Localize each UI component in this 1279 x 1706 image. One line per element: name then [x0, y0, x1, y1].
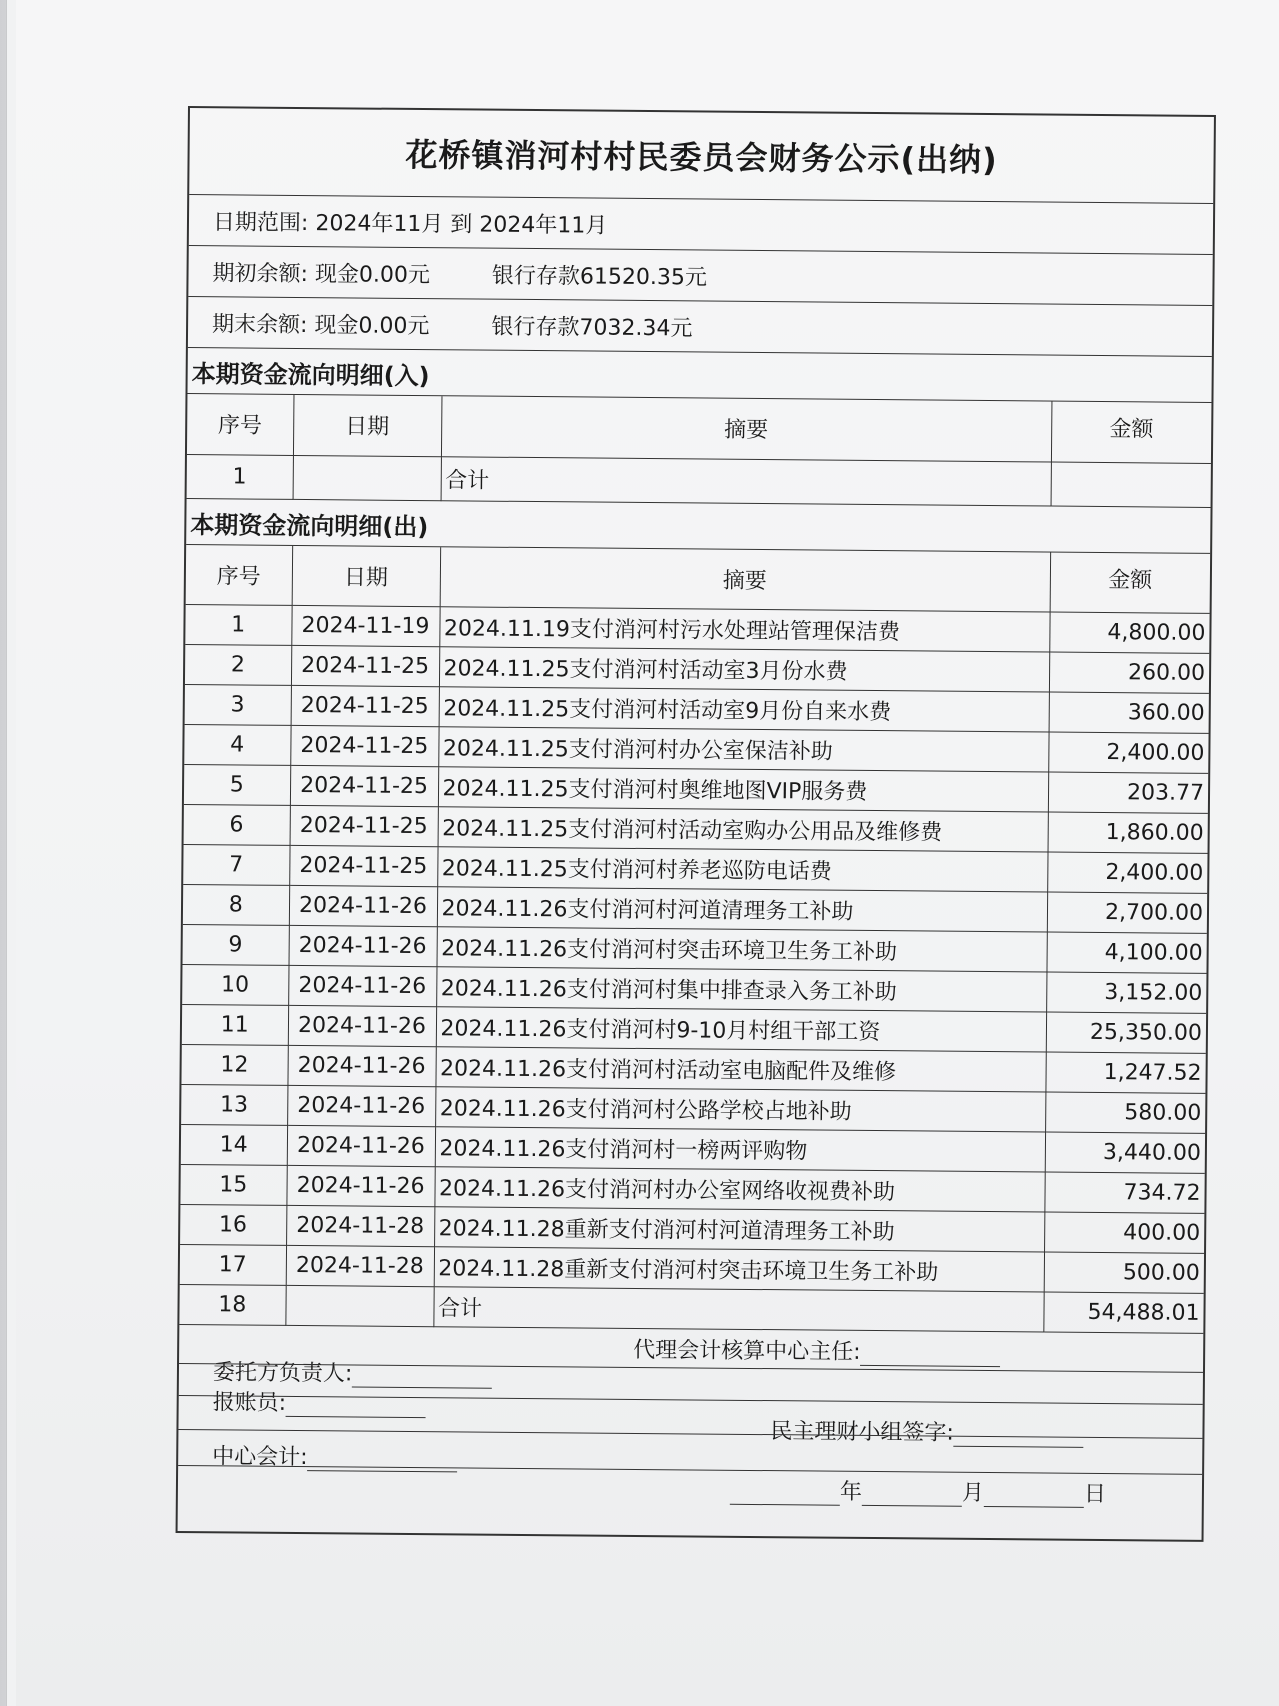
opening-cash: 期初余额: 现金0.00元	[212, 260, 431, 288]
row-date: 2024-11-25	[291, 685, 439, 726]
row-index: 2	[185, 644, 291, 685]
row-index: 6	[184, 804, 290, 845]
row-summary: 2024.11.26支付消河村办公室网络收视费补助	[434, 1167, 1044, 1212]
client-head-label: 委托方负责人:	[212, 1360, 353, 1387]
month-line	[862, 1505, 962, 1507]
expense-header-row	[186, 545, 1210, 614]
row-date: 2024-11-26	[286, 1165, 434, 1206]
row-index: 7	[183, 844, 289, 885]
row-index: 18	[179, 1284, 285, 1325]
row-index: 14	[181, 1124, 287, 1165]
row-amount: 3,440.00	[1045, 1132, 1205, 1173]
row-date: 2024-11-26	[287, 1125, 435, 1166]
row-date: 2024-11-19	[291, 605, 439, 646]
row-amount: 500.00	[1044, 1252, 1204, 1293]
row-index: 8	[183, 884, 289, 925]
opening-bank: 银行存款61520.35元	[491, 263, 708, 291]
row-summary: 2024.11.26支付消河村一榜两评购物	[435, 1127, 1045, 1172]
expense-col-date: 日期	[292, 545, 441, 606]
closing-cash: 期末余额: 现金0.00元	[211, 311, 430, 339]
row-date: 2024-11-25	[290, 725, 438, 766]
year-label: 年	[839, 1479, 863, 1505]
income-header-row	[187, 394, 1211, 463]
row-date: 2024-11-26	[288, 965, 436, 1006]
row-summary: 2024.11.25支付消河村活动室购办公用品及维修费	[438, 807, 1048, 852]
row-amount: 580.00	[1045, 1092, 1205, 1133]
row-amount: 400.00	[1044, 1212, 1204, 1253]
document-title: 花桥镇消河村村民委员会财务公示(出纳)	[189, 108, 1214, 204]
income-heading: 本期资金流向明细(入)	[187, 348, 1211, 403]
income-table	[187, 394, 1212, 507]
expense-col-amount: 金额	[1050, 552, 1211, 613]
row-date: 2024-11-25	[291, 645, 439, 686]
row-index: 13	[181, 1084, 287, 1125]
row-summary: 2024.11.26支付消河村河道清理务工补助	[437, 887, 1047, 932]
closing-bank: 银行存款7032.34元	[491, 314, 693, 341]
date-signature	[730, 1474, 1106, 1508]
row-index: 11	[182, 1004, 288, 1045]
row-summary: 2024.11.26支付消河村9-10月村组干部工资	[436, 1007, 1046, 1052]
row-index: 5	[184, 764, 290, 805]
row-amount: 260.00	[1049, 652, 1209, 693]
income-col-summary: 摘要	[441, 396, 1052, 461]
row-date: 2024-11-26	[288, 1005, 436, 1046]
row-index: 16	[180, 1204, 286, 1245]
income-col-amount: 金额	[1051, 402, 1212, 463]
row-summary: 2024.11.26支付消河村集中排查录入务工补助	[436, 967, 1046, 1012]
expense-heading: 本期资金流向明细(出)	[186, 499, 1210, 554]
row-date: 2024-11-28	[286, 1245, 434, 1286]
row-amount: 2,400.00	[1048, 732, 1208, 773]
finance-group-signature	[770, 1414, 1084, 1448]
signature-line	[860, 1365, 1000, 1367]
income-col-date: 日期	[293, 395, 442, 456]
date-range: 日期范围: 2024年11月 到 2024年11月	[212, 209, 608, 239]
row-amount: 25,350.00	[1046, 1012, 1206, 1053]
day-label: 日	[1083, 1481, 1107, 1508]
center-accountant-label: 中心会计:	[212, 1444, 308, 1471]
row-summary: 2024.11.28重新支付消河村突击环境卫生务工补助	[434, 1247, 1044, 1292]
row-summary: 2024.11.26支付消河村活动室电脑配件及维修	[435, 1047, 1045, 1092]
row-summary: 2024.11.25支付消河村办公室保洁补助	[438, 727, 1048, 772]
row-date	[293, 455, 441, 500]
row-amount: 360.00	[1049, 692, 1209, 733]
row-date: 2024-11-25	[290, 765, 438, 806]
bookkeeper-label: 报账员:	[212, 1390, 287, 1416]
row-summary: 2024.11.25支付消河村养老巡防电话费	[437, 847, 1047, 892]
expense-col-index: 序号	[186, 545, 293, 606]
row-date: 2024-11-26	[289, 885, 437, 926]
row-summary: 2024.11.25支付消河村活动室3月份水费	[439, 647, 1049, 692]
row-amount: 4,100.00	[1046, 932, 1206, 973]
finance-notice-form	[176, 106, 1216, 1542]
row-amount: 203.77	[1048, 772, 1208, 813]
row-amount: 3,152.00	[1046, 972, 1206, 1013]
row-amount: 4,800.00	[1049, 612, 1209, 653]
month-label: 月	[961, 1480, 985, 1506]
row-summary: 合计	[441, 456, 1051, 505]
row-summary: 合计	[433, 1287, 1043, 1332]
row-amount: 2,700.00	[1047, 892, 1207, 933]
day-line	[984, 1506, 1084, 1508]
row-amount: 1,860.00	[1048, 812, 1208, 853]
row-summary: 2024.11.19支付消河村污水处理站管理保洁费	[439, 607, 1049, 652]
row-summary: 2024.11.25支付消河村奥维地图VIP服务费	[438, 767, 1048, 812]
row-index: 1	[187, 454, 293, 499]
income-col-index: 序号	[187, 394, 294, 455]
finance-group-label: 民主理财小组签字:	[770, 1419, 954, 1446]
expense-col-summary: 摘要	[440, 547, 1051, 612]
row-date: 2024-11-25	[290, 805, 438, 846]
row-index: 10	[182, 964, 288, 1005]
row-date: 2024-11-26	[287, 1085, 435, 1126]
row-index: 15	[180, 1164, 286, 1205]
row-summary: 2024.11.26支付消河村公路学校占地补助	[435, 1087, 1045, 1132]
row-date: 2024-11-28	[286, 1205, 434, 1246]
row-index: 4	[184, 724, 290, 765]
row-amount: 54,488.01	[1043, 1292, 1203, 1333]
signature-line	[286, 1416, 426, 1418]
row-summary: 2024.11.28重新支付消河村河道清理务工补助	[434, 1207, 1044, 1252]
row-summary: 2024.11.25支付消河村活动室9月份自来水费	[439, 687, 1049, 732]
row-index: 3	[185, 684, 291, 725]
row-amount	[1051, 462, 1211, 507]
center-director-signature	[633, 1333, 1001, 1367]
closing-balance-row	[188, 297, 1212, 357]
row-index: 12	[181, 1044, 287, 1085]
row-date: 2024-11-26	[289, 925, 437, 966]
row-amount: 1,247.52	[1045, 1052, 1205, 1093]
row-date: 2024-11-25	[289, 845, 437, 886]
row-index: 9	[183, 924, 289, 965]
row-summary: 2024.11.26支付消河村突击环境卫生务工补助	[436, 927, 1046, 972]
opening-balance-row	[188, 246, 1212, 306]
row-amount: 734.72	[1044, 1172, 1204, 1213]
center-director-label: 代理会计核算中心主任:	[633, 1337, 861, 1365]
row-index: 1	[185, 604, 291, 645]
signature-line	[954, 1446, 1084, 1448]
row-amount: 2,400.00	[1047, 852, 1207, 893]
year-line	[730, 1504, 840, 1506]
expense-table	[179, 545, 1210, 1334]
bookkeeper-signature	[213, 1385, 427, 1418]
signature-line	[308, 1470, 458, 1472]
row-date: 2024-11-26	[287, 1045, 435, 1086]
row-date	[285, 1285, 433, 1326]
date-range-row	[189, 195, 1213, 255]
row-index: 17	[180, 1244, 286, 1285]
signature-area	[178, 1325, 1204, 1540]
client-head-signature	[213, 1355, 493, 1388]
